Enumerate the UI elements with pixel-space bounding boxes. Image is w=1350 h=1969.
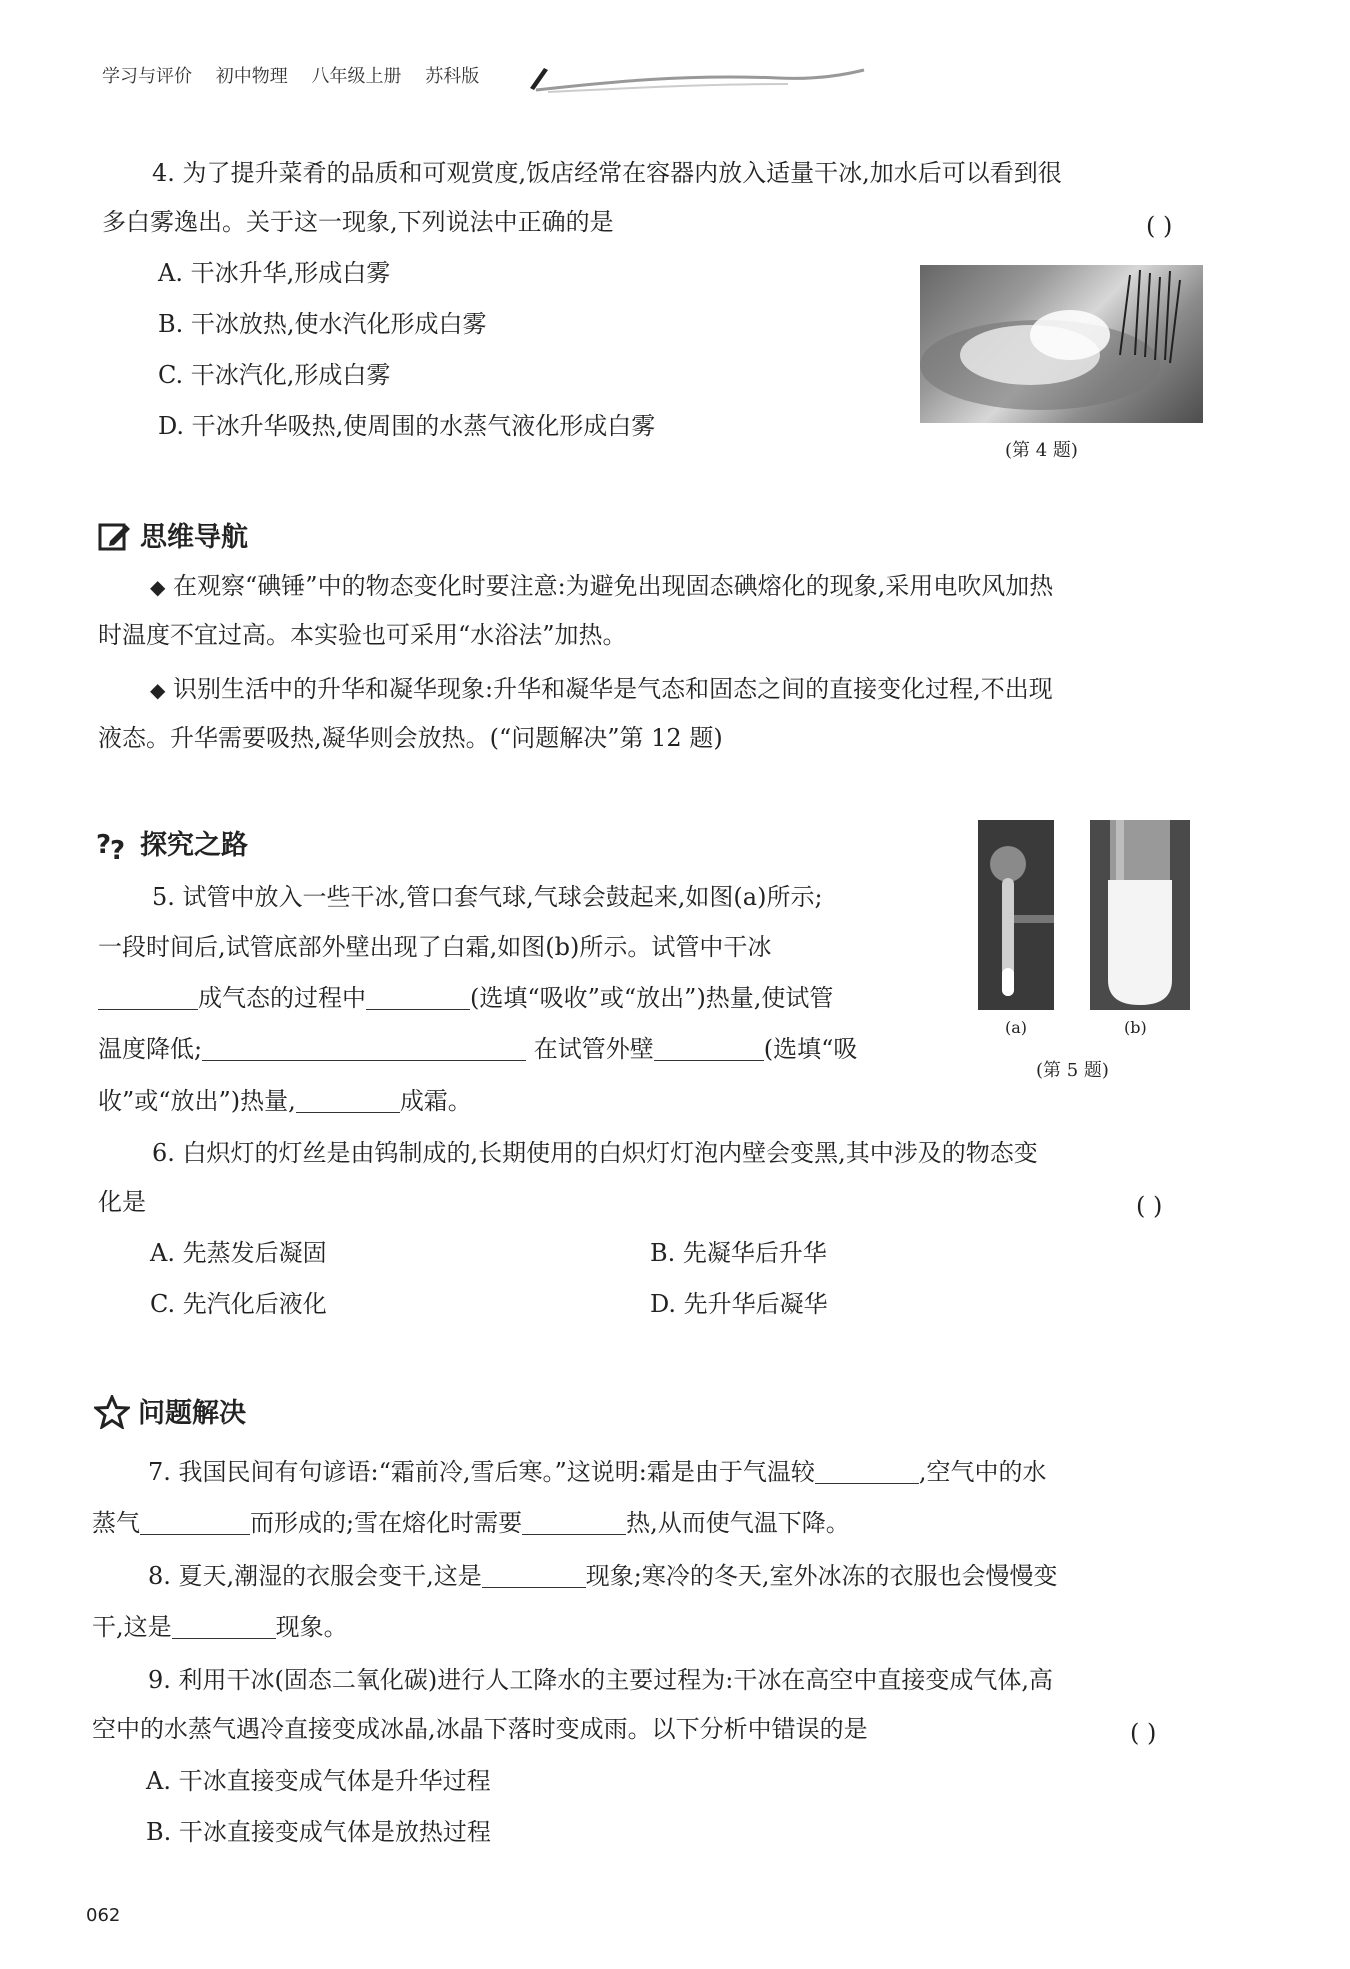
q5-text: 收”或“放出”)热量, [98, 1087, 296, 1115]
q6-option-d: D. 先升华后凝华 [650, 1290, 828, 1318]
figure-label-a: (a) [1005, 1018, 1028, 1037]
q4-line: 4. 为了提升菜肴的品质和可观赏度,饭店经常在容器内放入适量干冰,加水后可以看到很 [152, 159, 1062, 187]
q6-option-b: B. 先凝华后升华 [650, 1239, 827, 1267]
q4-option-d: D. 干冰升华吸热,使周围的水蒸气液化形成白雾 [158, 412, 656, 440]
header-item: 苏科版 [425, 66, 480, 87]
tip-text: 在观察“碘锤”中的物态变化时要注意:为避免出现固态碘熔化的现象,采用电吹风加热 [173, 572, 1054, 600]
q8-text: 现象。 [275, 1613, 348, 1641]
q5-text: 温度降低; [98, 1035, 203, 1063]
q8-line [92, 1612, 348, 1642]
q8-line [148, 1561, 1058, 1591]
q5-text: 在试管外壁 [533, 1035, 654, 1063]
q5-text: (选填“吸收”或“放出”)热量,使试管 [470, 984, 834, 1012]
tip-paragraph-line [150, 571, 1053, 602]
section-heading-thinking [98, 515, 248, 554]
section-heading-explore [96, 823, 248, 862]
answer-paren: ( ) [1136, 1192, 1163, 1220]
svg-text:?: ? [96, 830, 112, 860]
diamond-bullet-icon: ◆ [150, 678, 166, 702]
q9-option-b: B. 干冰直接变成气体是放热过程 [146, 1818, 491, 1846]
tip-paragraph-line: 时温度不宜过高。本实验也可采用“水浴法”加热。 [98, 621, 627, 649]
answer-paren: ( ) [1130, 1719, 1157, 1747]
section-title: 思维导航 [140, 522, 248, 553]
fill-blank[interactable] [654, 1036, 764, 1061]
q9-line: 空中的水蒸气遇冷直接变成冰晶,冰晶下落时变成雨。以下分析中错误的是 [92, 1715, 868, 1743]
q7-text: 蒸气 [92, 1509, 140, 1537]
header-item: 学习与评价 [102, 66, 192, 87]
q7-text: 热,从而使气温下降。 [626, 1509, 850, 1537]
q4-line: 多白雾逸出。关于这一现象,下列说法中正确的是 [102, 208, 614, 236]
fill-blank[interactable] [202, 1036, 526, 1061]
q6-option-c: C. 先汽化后液化 [150, 1290, 327, 1318]
header-item: 八年级上册 [311, 66, 402, 87]
answer-paren: ( ) [1146, 212, 1173, 240]
dry-ice-photo [920, 265, 1203, 423]
q5-line [98, 1086, 472, 1116]
svg-text:?: ? [110, 836, 126, 861]
q9-line: 9. 利用干冰(固态二氧化碳)进行人工降水的主要过程为:干冰在高空中直接变成气体,高 [148, 1666, 1053, 1694]
q5-line: 一段时间后,试管底部外壁出现了白霜,如图(b)所示。试管中干冰 [98, 933, 772, 961]
fill-blank[interactable] [172, 1614, 276, 1639]
page-number: 062 [86, 1905, 121, 1926]
q7-line [148, 1457, 1047, 1487]
edit-note-icon [98, 521, 132, 553]
tip-paragraph-line: 液态。升华需要吸热,凝华则会放热。(“问题解决”第 12 题) [98, 724, 723, 752]
diamond-bullet-icon: ◆ [150, 575, 166, 599]
q4-option-a: A. 干冰升华,形成白雾 [158, 259, 391, 287]
fill-blank[interactable] [522, 1510, 626, 1535]
fill-blank[interactable] [296, 1088, 400, 1113]
fill-blank[interactable] [98, 985, 198, 1010]
figure-caption: (第 4 题) [1005, 440, 1078, 461]
running-header [102, 62, 497, 88]
q8-text: 8. 夏天,潮湿的衣服会变干,这是 [148, 1562, 482, 1590]
section-title: 问题解决 [138, 1398, 246, 1429]
question-marks-icon [96, 827, 132, 861]
fill-blank[interactable] [815, 1459, 919, 1484]
q4-option-b: B. 干冰放热,使水汽化形成白雾 [158, 310, 487, 338]
section-title: 探究之路 [140, 830, 248, 861]
fill-blank[interactable] [366, 985, 470, 1010]
pen-swoosh-icon [528, 60, 868, 100]
section-heading-solve [94, 1391, 246, 1430]
q4-option-c: C. 干冰汽化,形成白雾 [158, 361, 391, 389]
q5-text: (选填“吸 [763, 1035, 858, 1063]
q6-option-a: A. 先蒸发后凝固 [150, 1239, 327, 1267]
figure-caption: (第 5 题) [1036, 1060, 1109, 1081]
q7-text: ,空气中的水 [918, 1458, 1047, 1486]
q7-line [92, 1508, 850, 1538]
fill-blank[interactable] [482, 1563, 586, 1588]
q5-text: 成霜。 [399, 1087, 472, 1115]
q5-line [98, 983, 833, 1013]
q7-text: 7. 我国民间有句谚语:“霜前冷,雪后寒。”这说明:霜是由于气温较 [148, 1458, 815, 1486]
q5-text: 成气态的过程中 [198, 984, 366, 1012]
test-tube-a-figure [978, 820, 1054, 1010]
test-tube-b-figure [1090, 820, 1190, 1010]
q5-line [98, 1034, 857, 1064]
star-icon [94, 1395, 130, 1429]
q5-line: 5. 试管中放入一些干冰,管口套气球,气球会鼓起来,如图(a)所示; [152, 883, 823, 911]
q7-text: 而形成的;雪在熔化时需要 [250, 1509, 523, 1537]
tip-paragraph-line [150, 674, 1053, 705]
header-item: 初中物理 [215, 66, 288, 87]
q8-text: 干,这是 [92, 1613, 172, 1641]
q6-line: 6. 白炽灯的灯丝是由钨制成的,长期使用的白炽灯灯泡内壁会变黑,其中涉及的物态变 [152, 1139, 1038, 1167]
fill-blank[interactable] [140, 1510, 250, 1535]
figure-label-b: (b) [1124, 1018, 1147, 1037]
q9-option-a: A. 干冰直接变成气体是升华过程 [146, 1767, 491, 1795]
tip-text: 识别生活中的升华和凝华现象:升华和凝华是气态和固态之间的直接变化过程,不出现 [173, 675, 1053, 703]
q8-text: 现象;寒冷的冬天,室外冰冻的衣服也会慢慢变 [585, 1562, 1058, 1590]
q6-line: 化是 [98, 1188, 146, 1216]
